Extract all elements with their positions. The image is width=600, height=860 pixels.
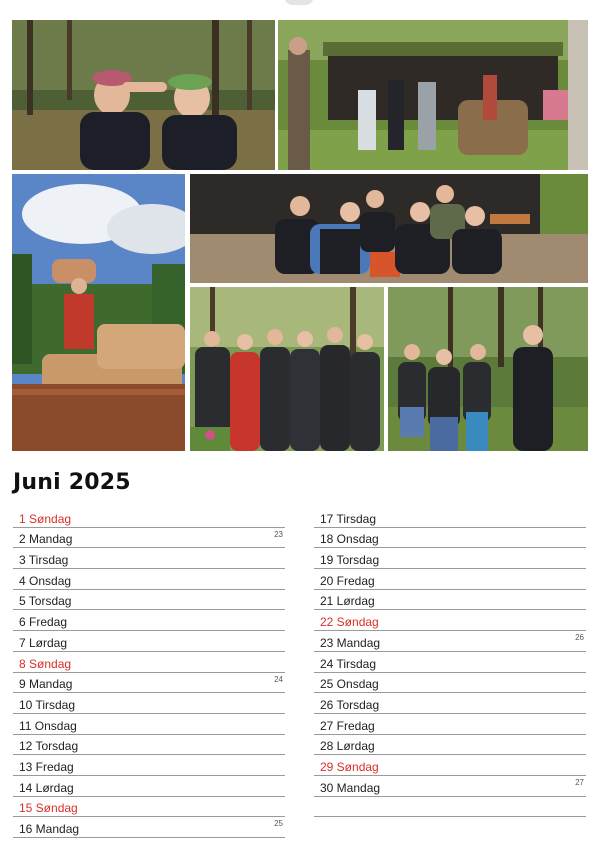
day-row: [314, 507, 586, 528]
day-label: 20 Fredag: [320, 573, 375, 588]
day-label: 21 Lørdag: [320, 594, 375, 609]
day-label: 14 Lørdag: [19, 780, 74, 795]
month-title: Juni 2025: [13, 470, 131, 495]
day-label: 19 Torsdag: [320, 553, 380, 568]
day-row: [314, 548, 586, 569]
day-label: 8 Søndag: [19, 656, 72, 671]
day-label: 29 Søndag: [320, 759, 379, 774]
photo-firewood-sacks: [12, 174, 185, 451]
day-label: 28 Lørdag: [320, 739, 375, 754]
day-row: [13, 735, 285, 756]
day-row: [13, 817, 285, 838]
day-label: 26 Torsdag: [320, 697, 380, 712]
day-label: 12 Torsdag: [19, 739, 79, 754]
photo-log-cabin: [278, 20, 588, 170]
photo-forest-playful: [388, 287, 588, 451]
day-row: [13, 693, 285, 714]
day-row: [314, 652, 586, 673]
day-row: [13, 714, 285, 735]
day-row: [314, 673, 586, 694]
day-label: 24 Tirsdag: [320, 656, 377, 671]
day-row: [314, 610, 586, 631]
week-number: 25: [274, 819, 283, 829]
week-number: 27: [575, 777, 584, 787]
photo-flower-crowns: [12, 20, 275, 170]
day-label: 11 Onsdag: [19, 718, 77, 733]
calendar-column-left: [13, 507, 285, 838]
day-row: [13, 507, 285, 528]
week-number: 23: [274, 529, 283, 539]
day-row: [314, 714, 586, 735]
day-row: [13, 652, 285, 673]
day-label: 30 Mandag: [320, 780, 381, 795]
day-row: [13, 610, 285, 631]
day-label: 13 Fredag: [19, 759, 74, 774]
day-label: 15 Søndag: [19, 801, 78, 816]
day-label: 2 Mandag: [19, 532, 73, 547]
day-label: 6 Fredag: [19, 615, 68, 630]
day-label: 22 Søndag: [320, 615, 379, 630]
day-row: [314, 735, 586, 756]
day-label: 10 Tirsdag: [19, 697, 76, 712]
day-row: [314, 528, 586, 549]
day-label: 3 Tirsdag: [19, 553, 69, 568]
week-number: 24: [274, 674, 283, 684]
day-row: [314, 590, 586, 611]
day-label: 4 Onsdag: [19, 573, 72, 588]
day-label: 16 Mandag: [19, 822, 80, 836]
day-label: 27 Fredag: [320, 718, 375, 733]
day-row: [314, 693, 586, 714]
day-row: [314, 569, 586, 590]
day-row: [314, 755, 586, 776]
day-label: 5 Torsdag: [19, 594, 72, 609]
day-row: [13, 569, 285, 590]
day-row: [13, 755, 285, 776]
day-label: 9 Mandag: [19, 677, 73, 692]
day-row: [13, 776, 285, 797]
photo-forest-group: [190, 287, 384, 451]
day-row: [13, 673, 285, 694]
binding-hole: [284, 0, 314, 5]
empty-row: [314, 797, 586, 818]
day-row: [314, 776, 586, 797]
day-row: [314, 631, 586, 652]
photo-cabin-porch: [190, 174, 588, 283]
day-row: [13, 528, 285, 549]
week-number: 26: [575, 633, 584, 643]
day-label: 25 Onsdag: [320, 677, 379, 692]
day-row: [13, 590, 285, 611]
day-label: 23 Mandag: [320, 635, 381, 650]
day-label: 18 Onsdag: [320, 532, 379, 547]
calendar-column-right: [314, 507, 586, 817]
day-label: 1 Søndag: [19, 511, 72, 526]
day-row: [13, 548, 285, 569]
day-label: 17 Tirsdag: [320, 511, 377, 526]
day-label: 7 Lørdag: [19, 635, 68, 650]
day-row: [13, 797, 285, 818]
day-row: [13, 631, 285, 652]
